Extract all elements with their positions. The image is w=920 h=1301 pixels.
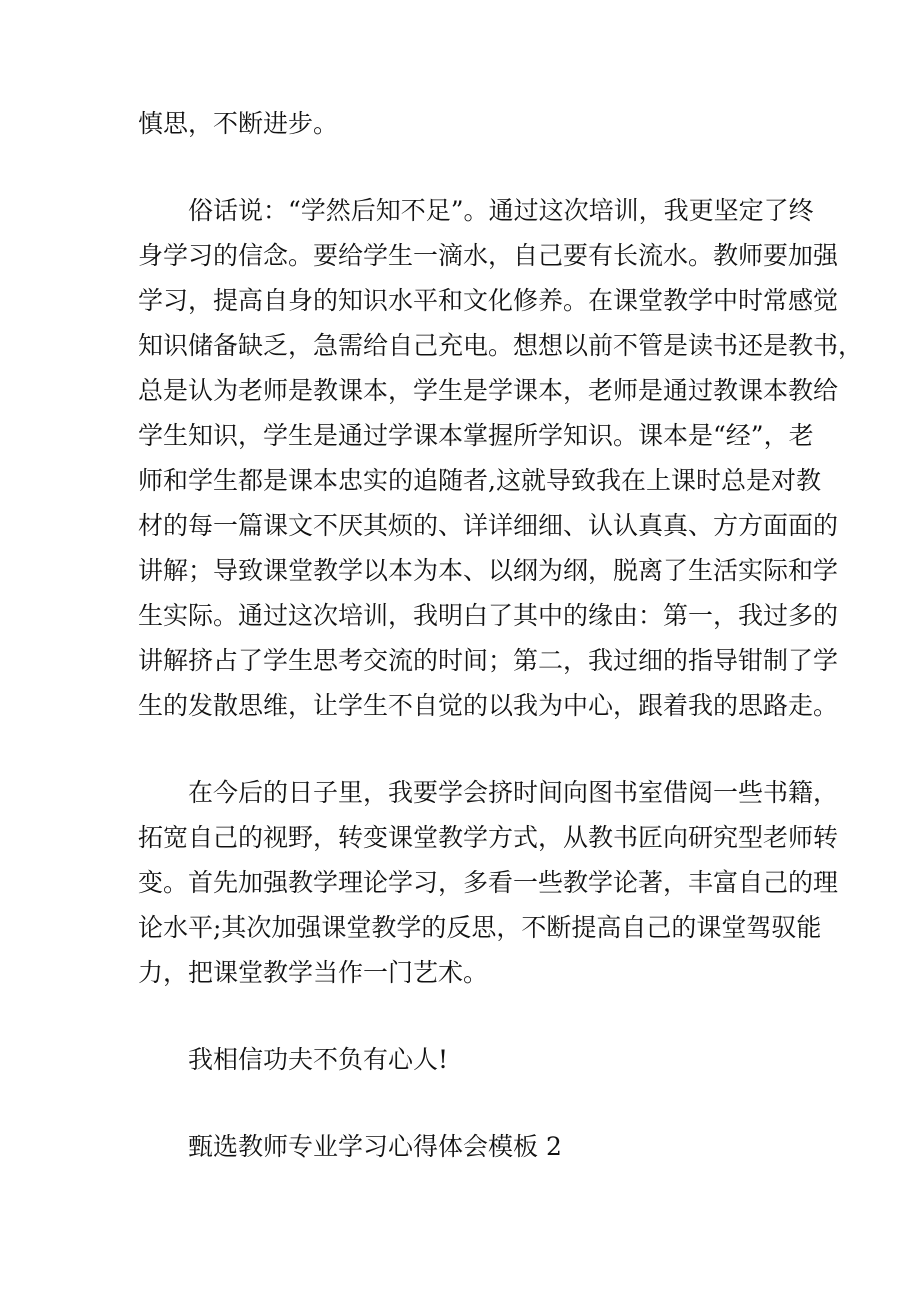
paragraph-2-line-3: 论水平;其次加强课堂教学的反思，不断提高自己的课堂驾驭能 xyxy=(138,913,822,942)
paragraph-1-line-8: 讲解；导致课堂教学以本为本、以纲为纲，脱离了生活实际和学 xyxy=(138,556,839,585)
paragraph-2-line-0: 在今后的日子里，我要学会挤时间向图书室借阅一些书籍， xyxy=(188,778,839,807)
paragraph-2-line-4: 力，把课堂教学当作一门艺术。 xyxy=(138,958,489,987)
paragraph-1-line-10: 讲解挤占了学生思考交流的时间；第二，我过细的指导钳制了学 xyxy=(138,646,839,675)
paragraph-1-line-4: 总是认为老师是教课本，学生是学课本，老师是通过教课本教给 xyxy=(138,376,839,405)
paragraph-0-line-0: 慎思，不断进步。 xyxy=(138,109,339,138)
paragraph-1-line-11: 生的发散思维，让学生不自觉的以我为中心，跟着我的思路走。 xyxy=(138,691,839,720)
paragraph-1-line-0: 俗话说：“学然后知不足”。通过这次培训，我更坚定了终 xyxy=(188,196,814,225)
section-heading: 甄选教师专业学习心得体会模板 2 xyxy=(188,1132,562,1161)
paragraph-1-line-5: 学生知识，学生是通过学课本掌握所学知识。课本是“经”，老 xyxy=(138,421,814,450)
paragraph-1-line-2: 学习，提高自身的知识水平和文化修养。在课堂教学中时常感觉 xyxy=(138,286,839,315)
paragraph-1-line-3: 知识储备缺乏，急需给自己充电。想想以前不管是读书还是教书， xyxy=(138,331,864,360)
paragraph-2-line-2: 变。首先加强教学理论学习，多看一些教学论著，丰富自己的理 xyxy=(138,868,839,897)
paragraph-1-line-7: 材的每一篇课文不厌其烦的、详详细细、认认真真、方方面面的 xyxy=(138,511,839,540)
paragraph-1-line-1: 身学习的信念。要给学生一滴水，自己要有长流水。教师要加强 xyxy=(138,241,839,270)
paragraph-1-line-6: 师和学生都是课本忠实的追随者,这就导致我在上课时总是对教 xyxy=(138,466,821,495)
paragraph-2-line-1: 拓宽自己的视野，转变课堂教学方式，从教书匠向研究型老师转 xyxy=(138,823,839,852)
paragraph-1-line-9: 生实际。通过这次培训，我明白了其中的缘由：第一，我过多的 xyxy=(138,601,839,630)
paragraph-3-line-0: 我相信功夫不负有心人! xyxy=(188,1045,449,1074)
